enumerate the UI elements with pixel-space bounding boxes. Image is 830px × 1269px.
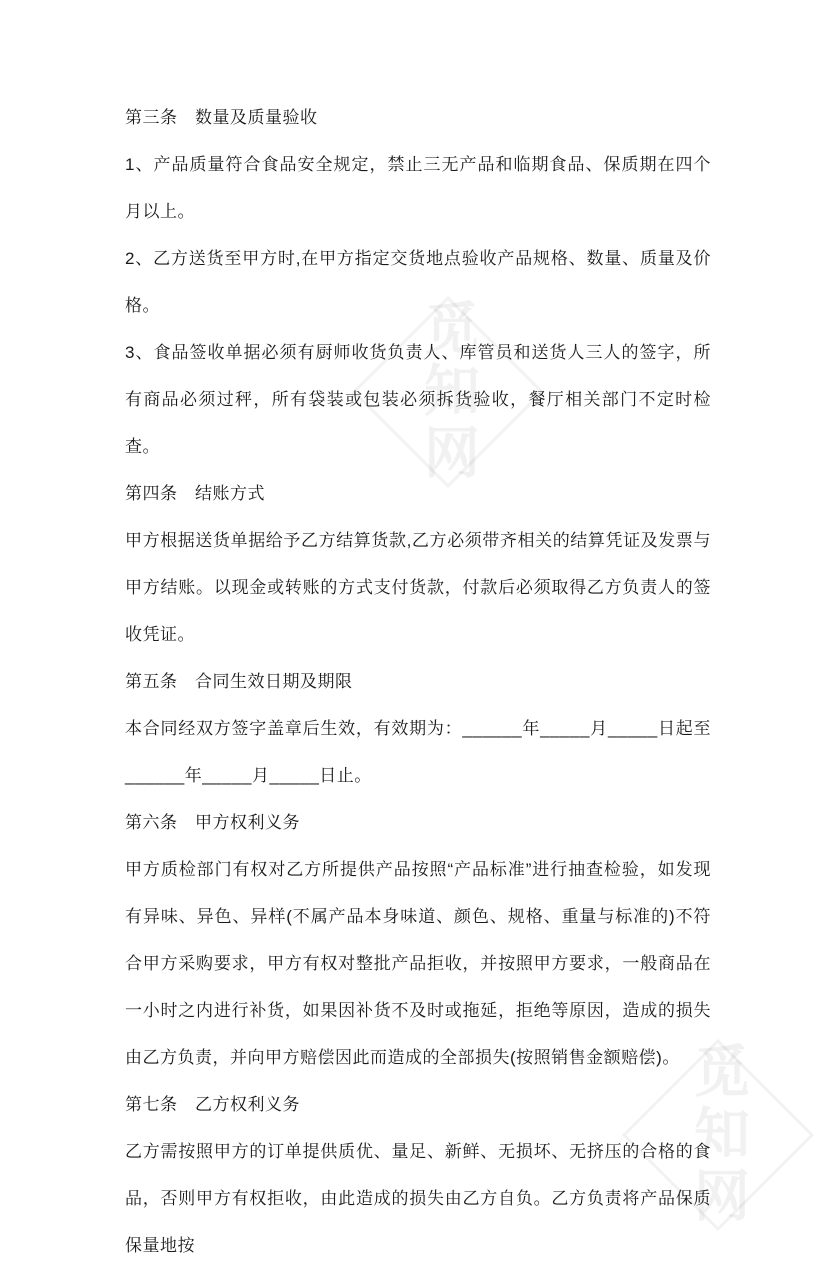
paragraph: 乙方需按照甲方的订单提供质优、量足、新鲜、无损坏、无挤压的合格的食品，否则甲方有权拒收，由此造成的损失由乙方自负。乙方负责将产品保质保量地按 (125, 1142, 711, 1255)
watermark-text: 觅知网 (417, 299, 480, 485)
section-heading: 第六条 甲方权利义务 (125, 813, 300, 832)
paragraph: 本合同经双方签字盖章后生效，有效期为：______年_____月_____日起至______年_____月_____日止。 (125, 719, 711, 785)
section-heading: 第五条 合同生效日期及期限 (125, 672, 353, 691)
paragraph: 2、乙方送货至甲方时,在甲方指定交货地点验收产品规格、数量、质量及价格。 (125, 249, 711, 315)
paragraph: 3、食品签收单据必须有厨师收货负责人、库管员和送货人三人的签字，所有商品必须过秤，所有袋装或包装必须拆货验收，餐厅相关部门不定时检查。 (125, 343, 711, 456)
section-heading: 第三条 数量及质量验收 (125, 108, 318, 127)
paragraph: 甲方根据送货单据给予乙方结算货款,乙方必须带齐相关的结算凭证及发票与甲方结账。以现金或转账的方式支付货款，付款后必须取得乙方负责人的签收凭证。 (125, 531, 711, 644)
paragraph: 1、产品质量符合食品安全规定，禁止三无产品和临期食品、保质期在四个月以上。 (125, 155, 711, 221)
section-heading: 第四条 结账方式 (125, 484, 265, 503)
section-heading: 第七条 乙方权利义务 (125, 1095, 300, 1114)
document-body (125, 94, 711, 1269)
watermark-text: 觅知网 (687, 1042, 750, 1228)
paragraph: 甲方质检部门有权对乙方所提供产品按照“产品标准”进行抽查检验，如发现有异味、异色、异样(不属产品本身味道、颜色、规格、重量与标准的)不符合甲方采购要求，甲方有权对整批产品拒收，并按照甲方要求，一般商品在一小时之内进行补货，如果因补货不及时或拖延，拒绝等原因，造成的损失由乙方负责，并向甲方赔偿因此而造成的全部损失(按照销售金额赔偿)。 (125, 860, 711, 1067)
